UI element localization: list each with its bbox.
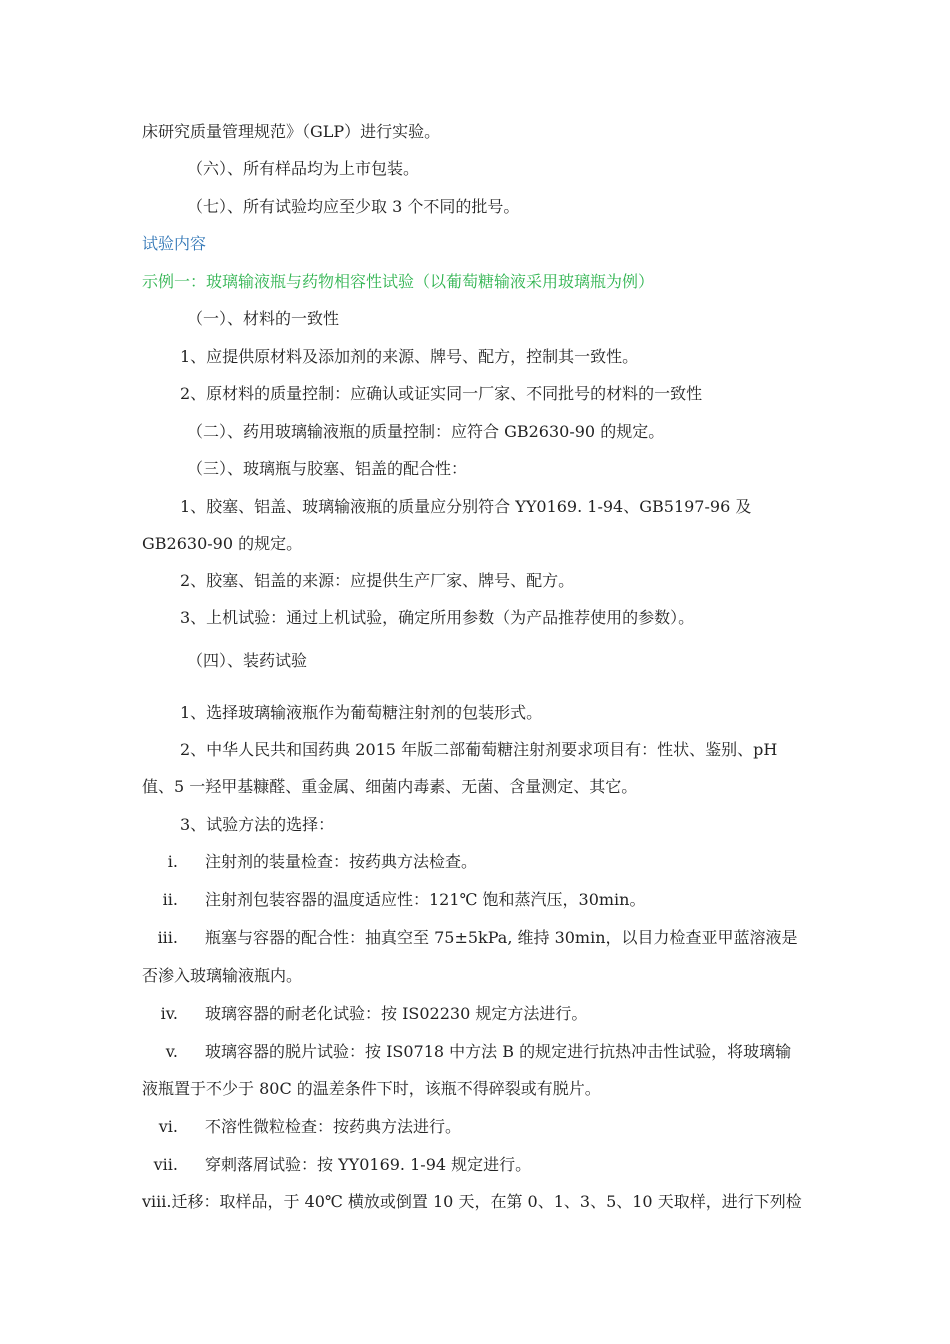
example-heading: 示例一：玻璃输液瓶与药物相容性试验（以葡萄糖输液采用玻璃瓶为例） (142, 272, 655, 291)
list-item-text: 不溶性微粒检查：按药典方法进行。 (205, 1117, 462, 1136)
list-item-text: 穿刺落屑试验：按 YY0169. 1-94 规定进行。 (205, 1155, 532, 1174)
list-item (142, 1003, 587, 1025)
text-line: （六）、所有样品均为上市包装。 (187, 159, 420, 178)
list-item (142, 927, 798, 949)
text-line: 否渗入玻璃输液瓶内。 (142, 966, 303, 985)
text-line: 1、应提供原材料及添加剂的来源、牌号、配方，控制其一致性。 (180, 347, 639, 366)
text-line: 2、中华人民共和国药典 2015 年版二部葡萄糖注射剂要求项目有：性状、鉴别、pH (180, 740, 778, 759)
text-line: 液瓶置于不少于 80C 的温差条件下时，该瓶不得碎裂或有脱片。 (142, 1079, 601, 1098)
roman-numeral: vii. (153, 1155, 178, 1174)
list-item (142, 889, 645, 911)
list-item-text: 瓶塞与容器的配合性：抽真空至 75±5kPa, 维持 30min，以目力检查亚甲蓝溶液是 (205, 928, 798, 947)
text-line: 值、5 一羟甲基糠醛、重金属、细菌内毒素、无菌、含量测定、其它。 (142, 777, 638, 796)
text-line: 床研究质量管理规范》（GLP）进行实验。 (142, 122, 441, 141)
text-line: （一）、材料的一致性 (187, 309, 340, 328)
text-line: （七）、所有试验均应至少取 3 个不同的批号。 (187, 197, 520, 216)
text-line: （二）、药用玻璃输液瓶的质量控制：应符合 GB2630-90 的规定。 (187, 422, 665, 441)
text-line: viii.迁移：取样品，于 40℃ 横放或倒置 10 天，在第 0、1、3、5、10 天取样，进行下列检 (142, 1192, 802, 1211)
list-item-text: 注射剂包装容器的温度适应性：121℃ 饱和蒸汽压，30min。 (205, 890, 646, 909)
text-line: （四）、装药试验 (187, 651, 308, 670)
list-item (142, 1154, 531, 1176)
text-line: 1、选择玻璃输液瓶作为葡萄糖注射剂的包装形式。 (180, 703, 543, 722)
list-item-text: 注射剂的装量检查：按药典方法检查。 (205, 852, 478, 871)
roman-numeral: v. (165, 1042, 178, 1061)
list-item (142, 851, 477, 873)
roman-numeral: ii. (162, 890, 178, 909)
section-heading: 试验内容 (142, 234, 207, 253)
list-item (142, 1041, 791, 1063)
text-line: （三）、玻璃瓶与胶塞、铝盖的配合性： (187, 459, 468, 478)
list-item-text: 玻璃容器的耐老化试验：按 IS02230 规定方法进行。 (205, 1004, 588, 1023)
list-item-text: 玻璃容器的脱片试验：按 IS0718 中方法 B 的规定进行抗热冲击性试验，将玻璃输 (205, 1042, 792, 1061)
text-line: 3、试验方法的选择： (180, 815, 335, 834)
text-line: 3、上机试验：通过上机试验，确定所用参数（为产品推荐使用的参数）。 (180, 608, 695, 627)
text-line: 2、胶塞、铝盖的来源：应提供生产厂家、牌号、配方。 (180, 571, 575, 590)
roman-numeral: iv. (160, 1004, 178, 1023)
text-line: GB2630-90 的规定。 (142, 534, 303, 553)
roman-numeral: vi. (158, 1117, 178, 1136)
roman-numeral: i. (167, 852, 178, 871)
list-item (142, 1116, 461, 1138)
text-line: 1、胶塞、铝盖、玻璃输液瓶的质量应分别符合 YY0169. 1-94、GB5197-96 及 (180, 497, 752, 516)
roman-numeral: iii. (157, 928, 178, 947)
text-line: 2、原材料的质量控制：应确认或证实同一厂家、不同批号的材料的一致性 (180, 384, 703, 403)
